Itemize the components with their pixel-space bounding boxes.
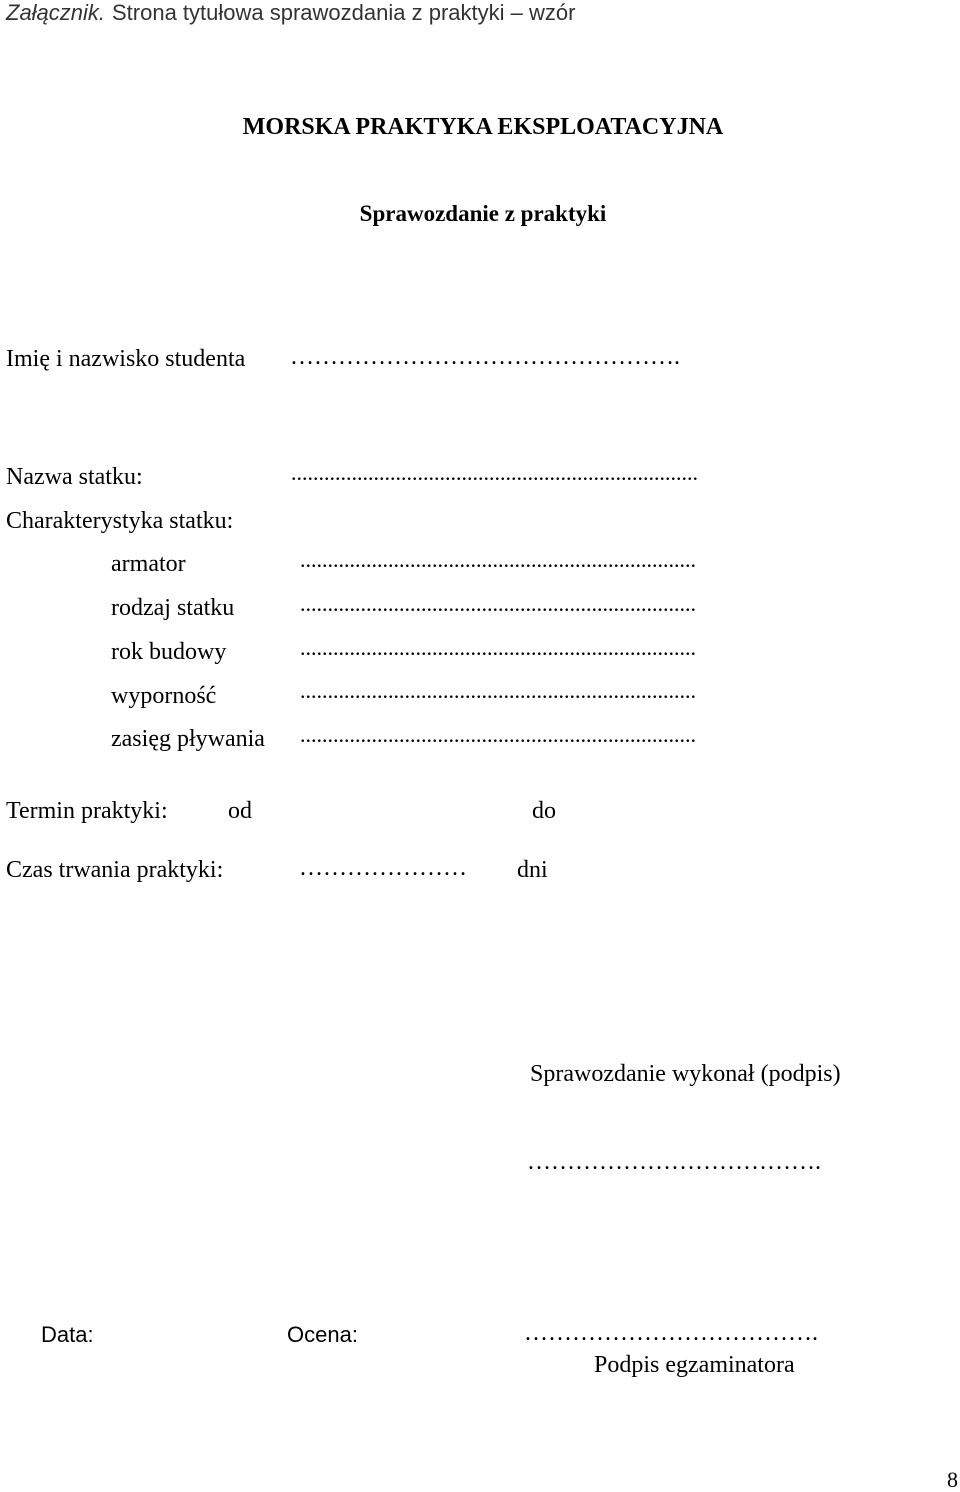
build-year-label: rok budowy — [111, 639, 227, 665]
ship-name-blank[interactable]: .......................................................................... — [291, 460, 698, 485]
attachment-prefix: Załącznik. — [6, 0, 106, 25]
report-subtitle: Sprawozdanie z praktyki — [359, 201, 607, 226]
student-signature-blank[interactable]: ………………………………. — [527, 1149, 821, 1175]
duration-label: Czas trwania praktyki: — [6, 857, 224, 883]
date-label: Data: — [41, 1322, 94, 1347]
page-number: 8 — [947, 1467, 958, 1492]
student-name-blank[interactable]: …………………………………………. — [290, 344, 680, 370]
displacement-label: wyporność — [111, 683, 217, 709]
examiner-signature-blank[interactable]: ………………………………. — [524, 1320, 818, 1346]
attachment-title: Strona tytułowa sprawozdania z praktyki – wzór — [112, 0, 576, 25]
ship-type-blank[interactable]: ........................................................................ — [300, 591, 696, 616]
shipowner-label: armator — [111, 551, 186, 577]
student-signature-label: Sprawozdanie wykonał (podpis) — [530, 1061, 841, 1087]
ship-type-label: rodzaj statku — [111, 595, 235, 621]
term-from-label: od — [228, 798, 252, 824]
navigation-range-label: zasięg pływania — [111, 726, 265, 752]
student-name-label: Imię i nazwisko studenta — [6, 346, 246, 372]
grade-label: Ocena: — [287, 1322, 358, 1347]
examiner-signature-label: Podpis egzaminatora — [594, 1352, 795, 1378]
duration-blank[interactable]: ………………… — [299, 855, 467, 881]
ship-name-label: Nazwa statku: — [6, 464, 143, 490]
main-title: MORSKA PRAKTYKA EKSPLOATACYJNA — [242, 114, 724, 140]
build-year-blank[interactable]: ........................................................................ — [300, 635, 696, 660]
term-to-label: do — [532, 798, 556, 824]
navigation-range-blank[interactable]: ........................................................................ — [300, 722, 696, 747]
shipowner-blank[interactable]: ........................................................................ — [300, 547, 696, 572]
term-label: Termin praktyki: — [6, 798, 168, 824]
displacement-blank[interactable]: ........................................................................ — [300, 678, 696, 703]
duration-unit: dni — [517, 857, 548, 883]
ship-characteristics-label: Charakterystyka statku: — [6, 508, 234, 534]
